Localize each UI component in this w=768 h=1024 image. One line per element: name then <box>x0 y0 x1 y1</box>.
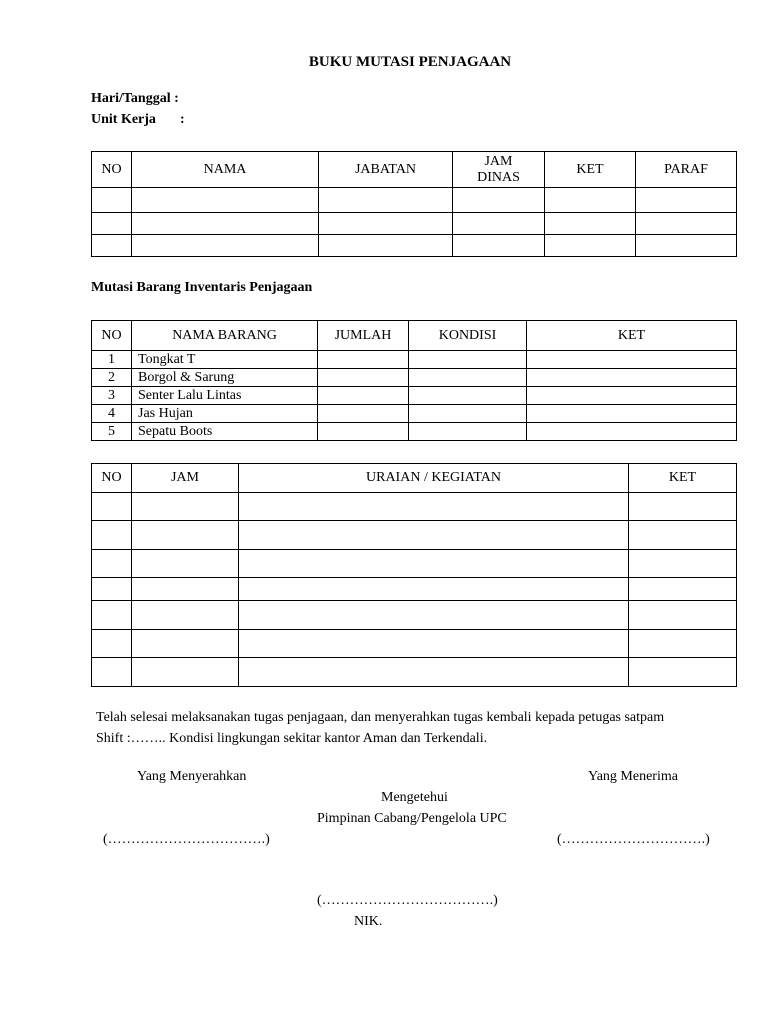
witness-title: Pimpinan Cabang/Pengelola UPC <box>317 811 507 826</box>
inventory-table <box>91 320 737 441</box>
table-cell[interactable] <box>527 351 737 369</box>
table-cell[interactable] <box>527 423 737 441</box>
header-nama: NAMA <box>132 152 319 188</box>
table-cell[interactable] <box>636 235 737 257</box>
row-no: 4 <box>92 405 132 423</box>
header-ket: KET <box>527 321 737 351</box>
table-cell[interactable] <box>629 601 737 630</box>
table-row <box>92 578 737 601</box>
guard-duty-table <box>91 151 737 257</box>
table-cell[interactable] <box>92 213 132 235</box>
giver-label: Yang Menyerahkan <box>137 769 247 784</box>
row-no: 5 <box>92 423 132 441</box>
activity-table <box>91 463 737 687</box>
table-cell[interactable] <box>132 235 319 257</box>
header-uraian: URAIAN / KEGIATAN <box>239 464 629 493</box>
table-cell[interactable] <box>453 188 545 213</box>
unit-label: Unit Kerja <box>91 112 156 127</box>
table-cell[interactable] <box>132 630 239 658</box>
table-cell[interactable] <box>132 658 239 687</box>
table-cell[interactable] <box>92 493 132 521</box>
row-item-name: Tongkat T <box>132 351 318 369</box>
table-header-row <box>92 152 737 188</box>
statement-line-2: Shift :…….. Kondisi lingkungan sekitar kantor Aman dan Terkendali. <box>96 731 488 746</box>
section-title: Mutasi Barang Inventaris Penjagaan <box>91 280 313 295</box>
header-paraf: PARAF <box>636 152 737 188</box>
table-cell[interactable] <box>239 550 629 578</box>
header-jam-line1: JAM <box>484 153 513 169</box>
table-header-row <box>92 464 737 493</box>
row-item-name: Borgol & Sarung <box>132 369 318 387</box>
table-cell[interactable] <box>319 235 453 257</box>
header-ket: KET <box>629 464 737 493</box>
table-cell[interactable] <box>409 351 527 369</box>
table-cell[interactable] <box>132 213 319 235</box>
header-no: NO <box>92 152 132 188</box>
table-cell[interactable] <box>239 630 629 658</box>
header-jam-dinas <box>453 152 545 188</box>
table-cell[interactable] <box>318 351 409 369</box>
table-cell[interactable] <box>527 369 737 387</box>
header-kondisi: KONDISI <box>409 321 527 351</box>
table-row <box>92 235 737 257</box>
row-item-name: Jas Hujan <box>132 405 318 423</box>
table-cell[interactable] <box>409 369 527 387</box>
table-cell[interactable] <box>409 387 527 405</box>
page-title: BUKU MUTASI PENJAGAAN <box>308 54 512 70</box>
table-cell[interactable] <box>92 188 132 213</box>
table-row <box>92 423 737 441</box>
table-cell[interactable] <box>453 213 545 235</box>
table-cell[interactable] <box>132 521 239 550</box>
table-cell[interactable] <box>319 213 453 235</box>
table-row <box>92 351 737 369</box>
header-jabatan: JABATAN <box>319 152 453 188</box>
table-cell[interactable] <box>239 601 629 630</box>
table-cell[interactable] <box>132 578 239 601</box>
header-ket: KET <box>545 152 636 188</box>
table-cell[interactable] <box>92 521 132 550</box>
table-cell[interactable] <box>239 578 629 601</box>
header-jumlah: JUMLAH <box>318 321 409 351</box>
table-cell[interactable] <box>92 658 132 687</box>
table-cell[interactable] <box>527 387 737 405</box>
receiver-label: Yang Menerima <box>588 769 678 784</box>
table-cell[interactable] <box>92 235 132 257</box>
table-row <box>92 405 737 423</box>
table-cell[interactable] <box>453 235 545 257</box>
unit-label-row <box>91 112 211 128</box>
header-jam-line2: DINAS <box>477 169 520 185</box>
table-row <box>92 369 737 387</box>
row-no: 3 <box>92 387 132 405</box>
table-cell[interactable] <box>318 405 409 423</box>
table-cell[interactable] <box>132 188 319 213</box>
receiver-signature-blank: (………………………….) <box>557 832 710 847</box>
table-cell[interactable] <box>629 578 737 601</box>
header-no: NO <box>92 464 132 493</box>
table-cell[interactable] <box>318 369 409 387</box>
table-cell[interactable] <box>132 550 239 578</box>
table-row <box>92 493 737 521</box>
table-cell[interactable] <box>629 550 737 578</box>
table-cell[interactable] <box>636 188 737 213</box>
table-cell[interactable] <box>636 213 737 235</box>
table-row <box>92 521 737 550</box>
statement-line-1: Telah selesai melaksanakan tugas penjagaan, dan menyerahkan tugas kembali kepada petugas satpam <box>96 710 665 725</box>
row-no: 2 <box>92 369 132 387</box>
row-item-name: Senter Lalu Lintas <box>132 387 318 405</box>
table-cell[interactable] <box>629 493 737 521</box>
table-cell[interactable] <box>319 188 453 213</box>
table-cell[interactable] <box>92 630 132 658</box>
table-cell[interactable] <box>545 235 636 257</box>
table-cell[interactable] <box>409 423 527 441</box>
table-cell[interactable] <box>92 550 132 578</box>
table-cell[interactable] <box>629 521 737 550</box>
unit-colon: : <box>180 112 185 127</box>
table-cell[interactable] <box>92 578 132 601</box>
table-cell[interactable] <box>527 405 737 423</box>
table-cell[interactable] <box>132 493 239 521</box>
witness-label: Mengetehui <box>381 790 448 805</box>
table-row <box>92 601 737 630</box>
table-cell[interactable] <box>239 658 629 687</box>
witness-signature-blank: (……………………………….) <box>317 893 498 908</box>
nik-label: NIK. <box>354 914 383 929</box>
table-cell[interactable] <box>318 387 409 405</box>
date-label: Hari/Tanggal : <box>91 91 179 106</box>
table-row <box>92 658 737 687</box>
table-row <box>92 387 737 405</box>
table-cell[interactable] <box>629 630 737 658</box>
table-cell[interactable] <box>545 188 636 213</box>
table-cell[interactable] <box>409 405 527 423</box>
header-no: NO <box>92 321 132 351</box>
row-item-name: Sepatu Boots <box>132 423 318 441</box>
table-cell[interactable] <box>132 601 239 630</box>
row-no: 1 <box>92 351 132 369</box>
table-cell[interactable] <box>239 493 629 521</box>
header-nama-barang: NAMA BARANG <box>132 321 318 351</box>
table-row <box>92 550 737 578</box>
table-cell[interactable] <box>92 601 132 630</box>
table-row <box>92 213 737 235</box>
handover-statement <box>96 707 736 749</box>
table-cell[interactable] <box>318 423 409 441</box>
table-header-row <box>92 321 737 351</box>
table-cell[interactable] <box>629 658 737 687</box>
table-cell[interactable] <box>239 521 629 550</box>
table-row <box>92 630 737 658</box>
giver-signature-blank: (…………………………….) <box>103 832 270 847</box>
header-jam: JAM <box>132 464 239 493</box>
table-cell[interactable] <box>545 213 636 235</box>
table-row <box>92 188 737 213</box>
